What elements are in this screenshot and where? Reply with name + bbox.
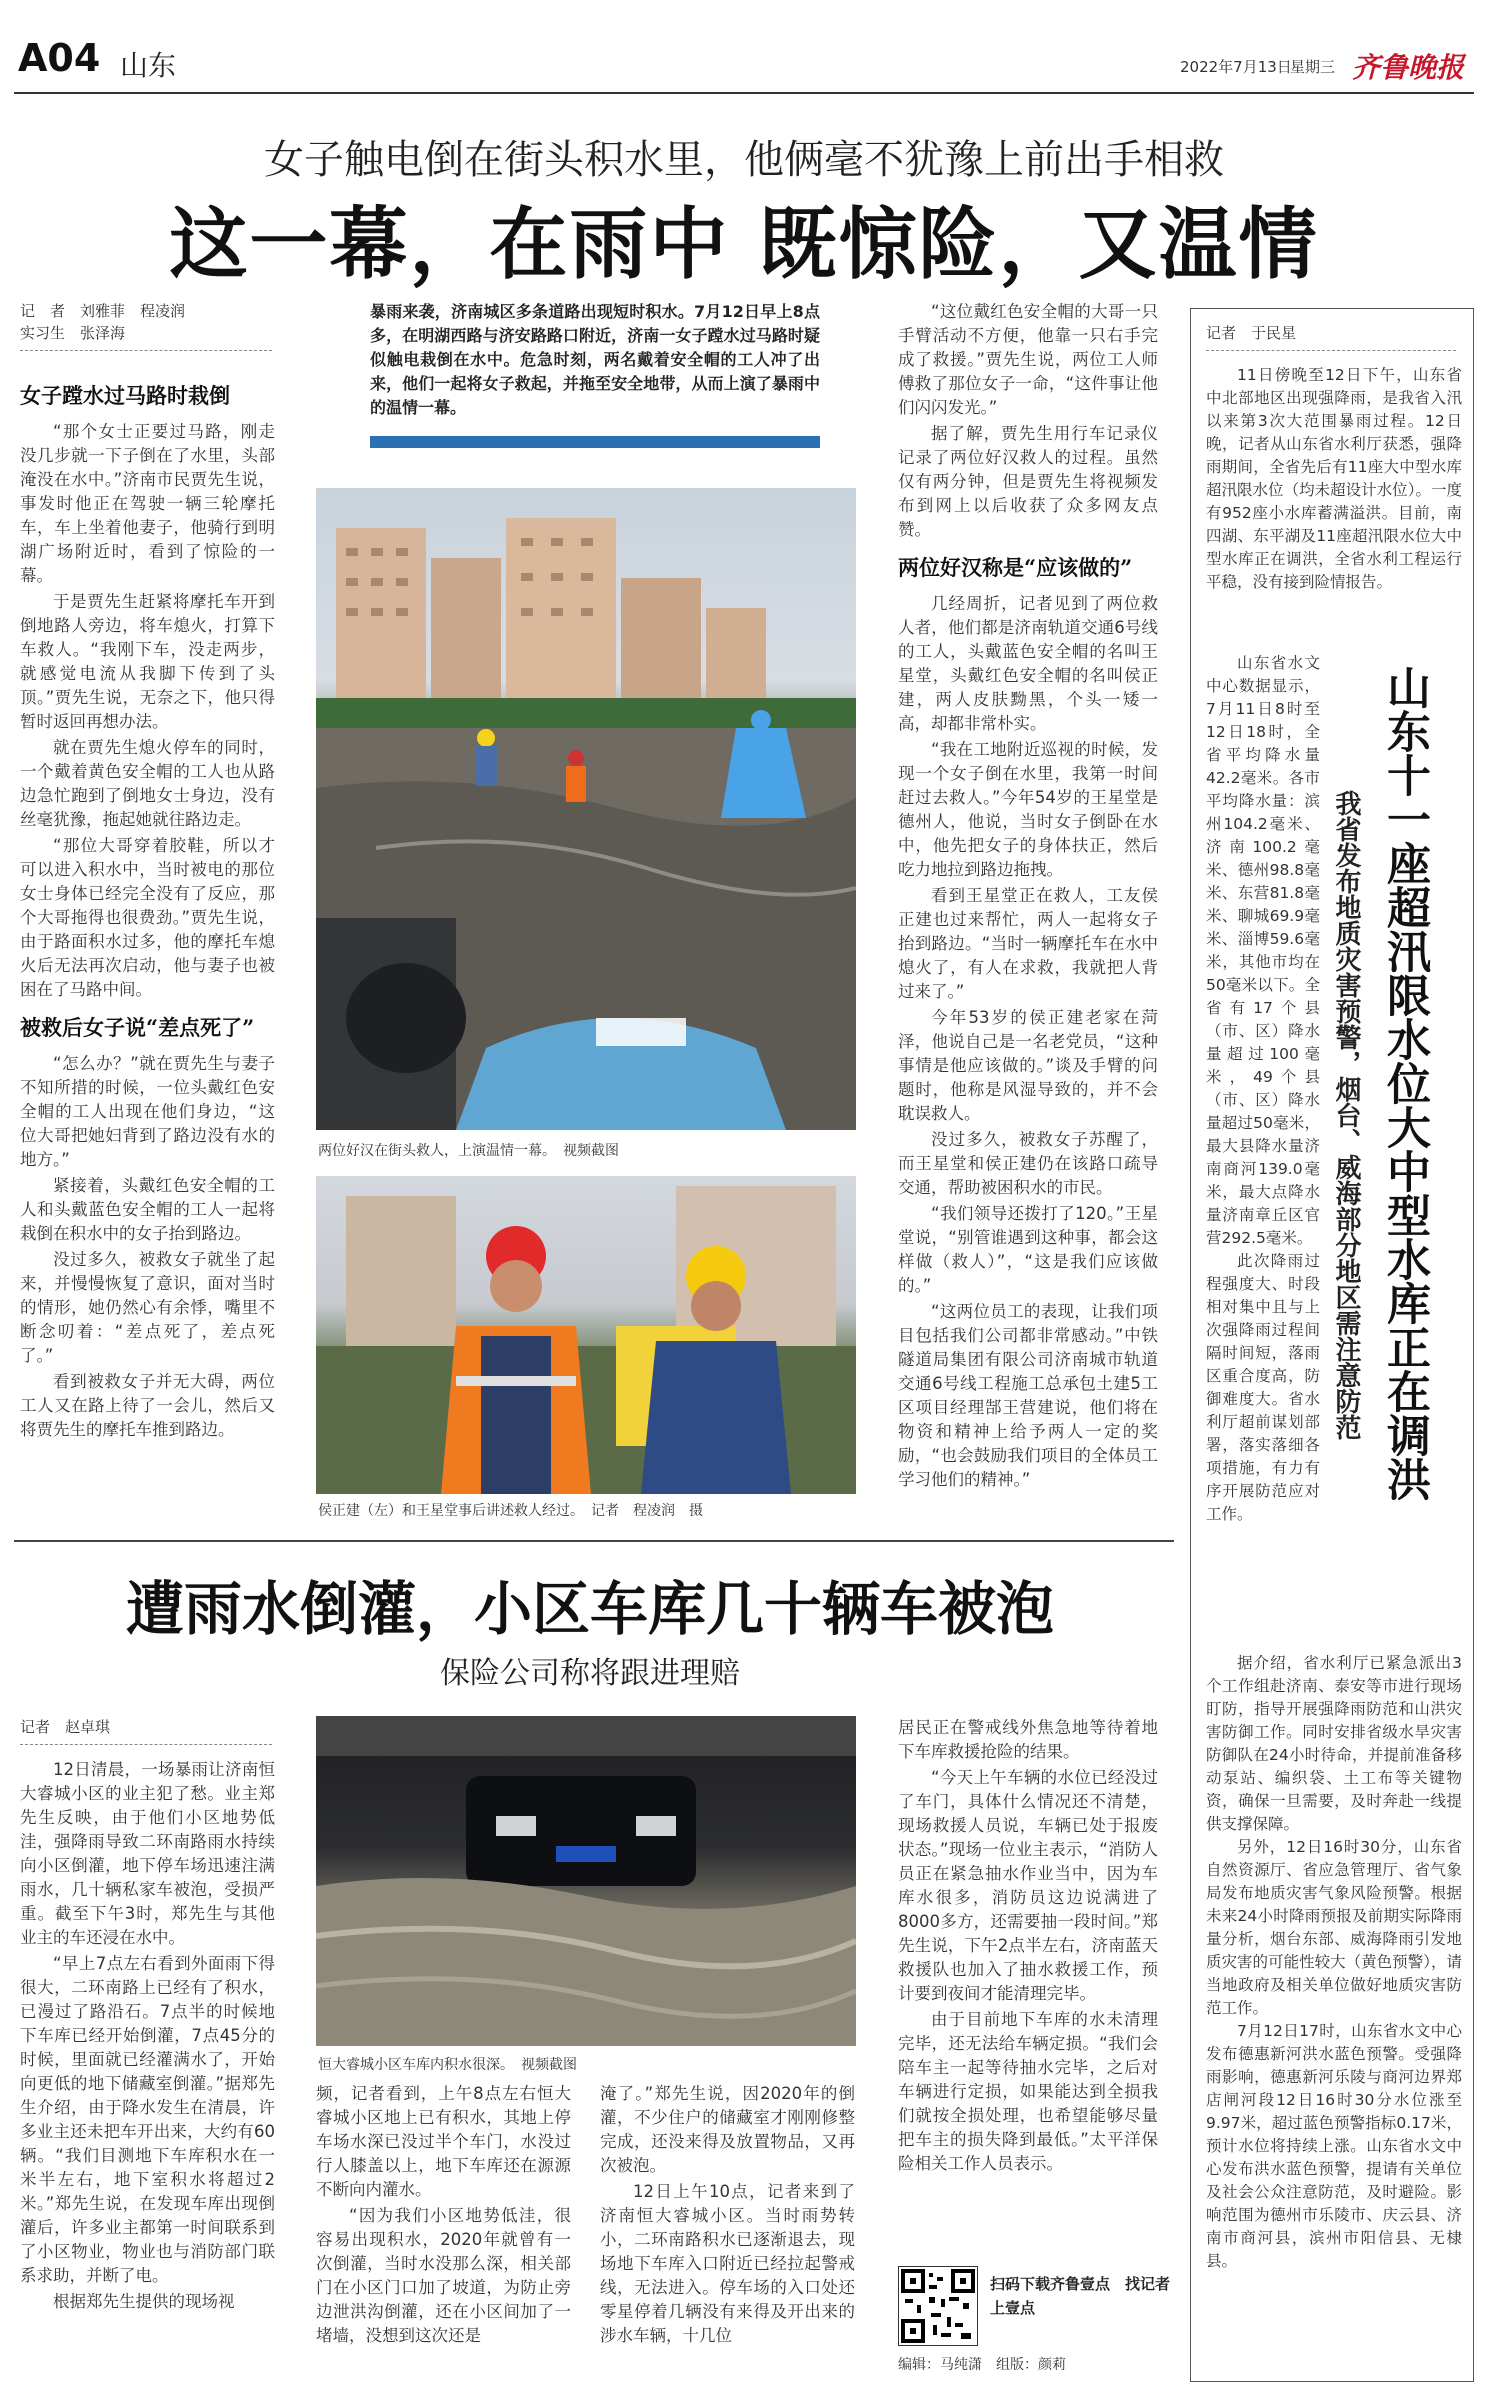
paragraph: 今年53岁的侯正建老家在菏泽，他说自己是一名老党员，“这种事情是他应该做的。”谈及手臂的问题时，他称是风湿导致的，并不会耽误救人。 [898,1008,1158,1123]
paragraph: “这位戴红色安全帽的大哥一只手臂活动不方便，他靠一只右手完成了救援。”贾先生说，两位工人师傅救了那位女子一命，“这件事让他们闪闪发光。” [898,302,1158,417]
paragraph: 据介绍，省水利厅已紧急派出3个工作组赴济南、泰安等市进行现场盯防，指导开展强降雨防范和山洪灾害防御工作。同时安排省级水旱灾害防御队在24小时待命，并提前准备移动泵站、编织袋、土工布等关键物资，确保一旦需要，及时奔赴一线提供支撑保障。 [1206,1654,1462,1833]
qr-code[interactable] [898,2266,978,2346]
paragraph: “早上7点左右看到外面雨下得很大，二环南路上已经有了积水，已漫过了路沿石。7点半的时候地下车库已经开始倒灌，7点45分的时候，里面就已经灌满水了，开始向更低的地下储藏室倒灌。”据郑先生介绍，由于降水发生在清晨，许多业主还未把车开出来，大约有60辆。“我们目测地下车库积水在一米半左右，地下室积水将超过2米。”郑先生说，在发现车库出现倒灌后，许多业主都第一时间联系到了小区物业，物业也与消防部门联系求助，并断了电。 [20,1954,275,2285]
qr-code-icon [899,2267,977,2345]
photo2-caption: 侯正建（左）和王星堂事后讲述救人经过。 记者 程凌润 摄 [318,1503,703,1519]
paragraph: 11日傍晚至12日下午，山东省中北部地区出现强降雨，是我省入汛以来第3次大范围暴雨过程。12日晚，记者从山东省水利厅获悉，强降雨期间，全省先后有11座大中型水库超汛限水位（均未超设计水位）。一度有952座小水库蓄满溢洪。目前，南四湖、东平湖及11座超汛限水位大中型水库正在调洪，全省水利工程运行平稳，没有接到险情报告。 [1206,366,1462,591]
story2-col4 [898,1716,1158,2178]
paragraph: 淹了。”郑先生说，因2020年的倒灌，不少住户的储藏室才刚刚修整完成，还没来得及放置物品，又再次被泡。 [600,2084,855,2175]
paragraph: 由于目前地下车库的水未清理完毕，还无法给车辆定损。“我们会陪车主一起等待抽水完毕，之后对车辆进行定损，如果能达到全损我们就按全损处理，也希望能够尽量把车主的损失降到最低。”太平洋保险相关工作人员表示。 [898,2010,1158,2173]
rescue-scene-illustration [316,488,856,1130]
paragraph: 山东省水文中心数据显示，7月11日8时至12日18时，全省平均降水量42.2毫米。各市平均降水量：滨州104.2毫米、济南100.2毫米、德州98.8毫米、东营81.8毫米、聊城69.9毫米、淄博59.6毫米，其他市均在50毫米以下。全省有17个县（市、区）降水量超过100毫米，49个县（市、区）降水量超过50毫米，最大县降水量济南商河139.0毫米，最大点降水量济南章丘区官营292.5毫米。 [1206,654,1320,1247]
paragraph: “因为我们小区地势低洼，很容易出现积水，2020年就曾有一次倒灌，当时水没那么深，相关部门在小区门口加了坡道，为防止旁边泄洪沟倒灌，还在小区间加了一堵墙，没想到这次还是 [316,2206,571,2345]
story1-reporter [20,300,270,344]
paragraph: “那位大哥穿着胶鞋，所以才可以进入积水中，当时被电的那位女士身体已经完全没有了反应，那个大哥拖得也很费劲。”贾先生说，由于路面积水过多，他的摩托车熄火后无法再次启动，他与妻子也被困在了马路中间。 [20,836,275,999]
paragraph: 据了解，贾先生用行车记录仪记录了两位好汉救人的过程。虽然仅有两分钟，但是贾先生将视频发布到网上以后收获了众多网友点赞。 [898,424,1158,539]
paragraph: 就在贾先生熄火停车的同时，一个戴着黄色安全帽的工人也从路边急忙跑到了倒地女士身边，没有丝毫犹豫，拖起她就往路边走。 [20,738,275,829]
paragraph: 没过多久，被救女子就坐了起来，并慢慢恢复了意识，面对当时的情形，她仍然心有余悸，嘴里不断念叨着：“差点死了，差点死了。” [20,1250,275,1365]
paragraph: 根据郑先生提供的现场视 [53,2292,235,2311]
paragraph: 居民正在警戒线外焦急地等待着地下车库救援抢险的结果。 [898,1718,1158,1761]
story3-narrow [1206,652,1320,1526]
subhead-3: 两位好汉称是“应该做的” [898,555,1133,580]
paragraph: 频，记者看到，上午8点左右恒大睿城小区地上已有积水，其地上停车场水深已没过半个车门，水没过行人膝盖以上，地下车库还在源源不断向内灌水。 [316,2084,571,2199]
intern-line: 实习生 张泽海 [20,324,126,342]
paragraph: “我们领导还拨打了120。”王星堂说，“别管谁遇到这种事，都会这样做（救人）”，“这是我们应该做的。” [898,1204,1158,1295]
story3-reporter: 记者 于民星 [1206,324,1297,342]
paragraph: “今天上午车辆的水位已经没过了车门，具体什么情况还不清楚，现场救援人员说，车辆已处于报废状态。”现场一位业主表示，“消防人员正在紧急抽水作业当中，因为车库水很多，消防员这边说满进了8000多方，还需要抽一段时间。”郑先生说，下午2点半左右，济南蓝天救援队也加入了抽水救援工作，预计要到夜间才能清理完毕。 [898,1768,1158,2003]
newspaper-logo: 齐鲁晚报 [1352,51,1465,84]
paragraph: 另外，12日16时30分，山东省自然资源厅、省应急管理厅、省气象局发布地质灾害气象风险预警。根据未来24小时降雨预报及前期实际降雨量分析，烟台东部、威海降雨引发地质灾害的可能性较大（黄色预警），请当地政府及相关单位做好地质灾害防范工作。 [1206,1838,1462,2017]
paragraph: “这两位员工的表现，让我们项目包括我们公司都非常感动。”中铁隧道局集团有限公司济南城市轨道交通6号线工程施工总承包土建5工区项目经理郜王营建说，他们将在物资和精神上给予两人一定的奖励，“也会鼓励我们项目的全体员工学习他们的精神。” [898,1302,1158,1489]
story3-headline: 山东十一座超汛限水位大中型水库正在调洪 [1379,665,1430,1501]
subhead-2: 被救后女子说“差点死了” [20,1015,255,1040]
paragraph: 看到被救女子并无大碍，两位工人又在路上待了一会儿，然后又将贾先生的摩托车推到路边。 [20,1372,275,1439]
workers-photo [316,1176,856,1494]
paragraph: 没过多久，被救女子苏醒了，而王星堂和侯正建仍在该路口疏导交通，帮助被困积水的市民。 [898,1130,1158,1197]
paragraph: “那个女士正要过马路，刚走没几步就一下子倒在了水里，头部淹没在水中。”济南市民贾先生说，事发时他正在驾驶一辆三轮摩托车，车上坐着他妻子，他骑行到明湖广场附近时，看到了惊险的一幕。 [20,422,275,585]
story2-headline: 遭雨水倒灌，小区车库几十辆车被泡 [125,1575,1054,1643]
story1-kicker: 女子触电倒在街头积水里，他俩毫不犹豫上前出手相救 [264,137,1224,183]
story3-reporter-rule [1206,350,1456,351]
garage-illustration [316,1716,856,2046]
story2-subhead: 保险公司称将跟进理赔 [440,1656,740,1691]
story2-reporter-rule [20,1744,272,1745]
story3-top [1206,364,1462,594]
story-divider [14,1540,1174,1542]
story1-col1 [20,384,275,1444]
photo1-caption: 两位好汉在街头救人，上演温情一幕。 视频截图 [318,1143,619,1159]
reporter-rule [20,350,272,351]
paragraph: “我在工地附近巡视的时候，发现一个女子倒在水里，我第一时间赶过去救人。”今年54岁的王星堂是德州人，他说，当时女子倒卧在水中，他先把女子的身体扶正，然后吃力地拉到路边拖拽。 [898,740,1158,879]
story2-col1 [20,1758,275,2316]
story2-col2 [316,2082,571,2350]
issue-weekday: 星期三 [1290,58,1336,76]
paragraph: 12日上午10点，记者来到了济南恒大睿城小区。当时雨势转小，二环南路积水已逐渐退去，现场地下车库入口附近已经拉起警戒线，无法进入。停车场的入口处还零星停着几辆没有来得及开出来的涉水车辆，十几位 [600,2182,855,2345]
story2-reporter: 记者 赵卓琪 [20,1718,111,1736]
paragraph: 此次降雨过程强度大、时段相对集中且与上次强降雨过程间隔时间短，落雨区重合度高，防御难度大。省水利厅超前谋划部署，落实落细各项措施，有力有序开展防范应对工作。 [1206,1252,1320,1523]
rescue-photo [316,488,856,1130]
paragraph: “怎么办？”就在贾先生与妻子不知所措的时候，一位头戴红色安全帽的工人出现在他们身边，“这位大哥把她妇背到了路边没有水的地方。” [20,1054,275,1169]
editor-credit: 编辑：马纯潇 组版：颜莉 [898,2357,1066,2373]
page-number: A04 [18,36,101,80]
flooded-garage-photo [316,1716,856,2046]
paragraph: 7月12日17时，山东省水文中心发布德惠新河洪水蓝色预警。受强降雨影响，德惠新河乐陵与商河边界郑店闸河段12日16时30分水位涨至9.97米，超过蓝色预警指标0.17米，预计水位将持续上涨。山东省水文中心发布洪水蓝色预警，提请有关单位及社会公众注意防范，及时避险。影响范围为德州市乐陵市、庆云县、济南市商河县，滨州市阳信县、无棣县。 [1206,2022,1462,2270]
story3-subhead: 我省发布地质灾害预警，烟台、威海部分地区需注意防范 [1331,790,1361,1440]
issue-date: 2022年7月13日 [1180,58,1292,76]
qr-prompt: 扫码下载齐鲁壹点 找记者 上壹点 [990,2275,1186,2317]
paragraph: 看到王星堂正在救人，工友侯正建也过来帮忙，两人一起将女子抬到路边。“当时一辆摩托车在水中熄火了，有人在求救，我就把人背过来了。” [898,886,1158,1001]
story1-lead: 暴雨来袭，济南城区多条道路出现短时积水。7月12日早上8点多，在明湖西路与济安路路口附近，济南一女子蹚水过马路时疑似触电栽倒在水中。危急时刻，两名戴着安全帽的工人冲了出来，他们一起将女子救起，并拖至安全地带，从而上演了暴雨中的温情一幕。 [370,302,820,417]
story3-bottom [1206,1652,1462,2273]
paragraph: 几经周折，记者见到了两位救人者，他们都是济南轨道交通6号线的工人，头戴蓝色安全帽的名叫王星堂，头戴红色安全帽的名叫侯正建，两人皮肤黝黑，个头一矮一高，却都非常朴实。 [898,594,1158,733]
paragraph: 紧接着，头戴红色安全帽的工人和头戴蓝色安全帽的工人一起将栽倒在积水中的女子抬到路边。 [20,1176,275,1243]
lead-bar [370,436,820,448]
section-name: 山东 [120,49,177,82]
paragraph: 于是贾先生赶紧将摩托车开到倒地路人旁边，将车熄火，打算下车救人。“我刚下车，没走两步，就感觉电流从我脚下传到了头顶。”贾先生说，无奈之下，他只得暂时返回再想办法。 [20,592,275,731]
masthead-rule [14,92,1474,94]
reporter-line: 记 者 刘雅菲 程凌润 [20,302,186,320]
story1-col3 [898,300,1158,1494]
workers-illustration [316,1176,856,1494]
paragraph: 12日清晨，一场暴雨让济南恒大睿城小区的业主犯了愁。业主郑先生反映，由于他们小区地势低洼，强降雨导致二环南路雨水持续向小区倒灌，地下停车场迅速注满雨水，几十辆私家车被泡，受损严重。截至下午3时，郑先生与其他业主的车还浸在水中。 [20,1760,275,1947]
photo3-caption: 恒大睿城小区车库内积水很深。 视频截图 [318,2057,577,2073]
story2-col3 [600,2082,855,2350]
story1-headline: 这一幕，在雨中 既惊险，又温情 [169,199,1319,290]
subhead-1: 女子蹚水过马路时栽倒 [20,383,230,408]
